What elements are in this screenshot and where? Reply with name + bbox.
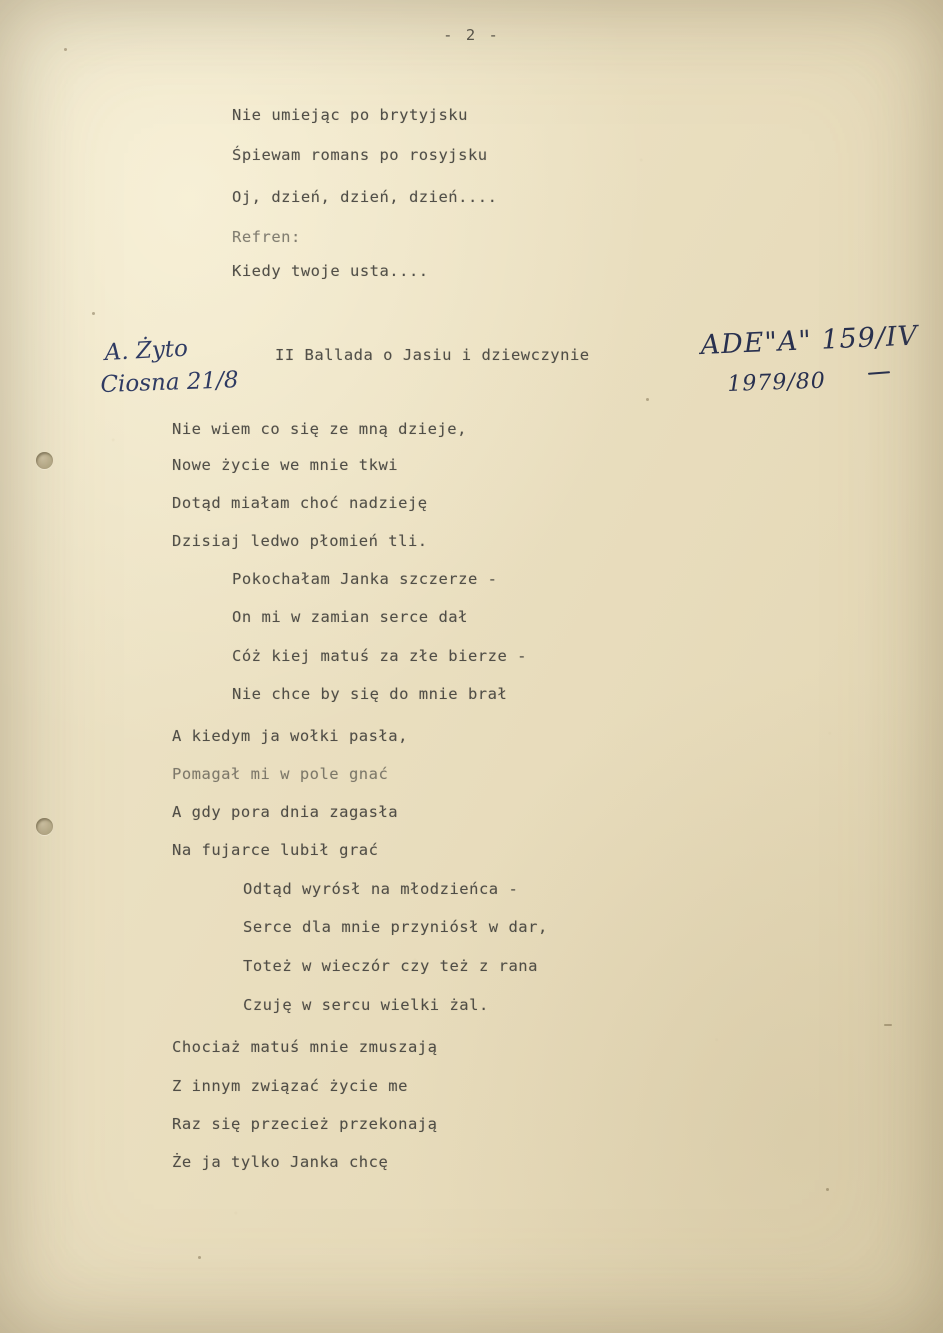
handwritten-archive-reference: ADE"A" 159/IV [700,320,919,361]
stanza-3-line-4: Na fujarce lubił grać [172,841,379,859]
stanza-5-line-3: Raz się przecież przekonają [172,1115,438,1133]
paper-speck [826,1188,829,1191]
section-heading: II Ballada o Jasiu i dziewczynie [275,346,590,364]
handwritten-signature-name: A. Żyto [104,335,189,366]
stanza-2-line-4: Nie chce by się do mnie brał [232,685,508,703]
stanza-3-line-1: A kiedym ja wołki pasła, [172,727,408,745]
paper-speck [198,1256,201,1259]
stanza-5-line-1: Chociaż matuś mnie zmuszają [172,1038,438,1056]
paper-speck [64,48,67,51]
handwritten-underline-mark [868,371,890,375]
stanza-1-line-3: Dotąd miałam choć nadzieję [172,494,428,512]
top-stanza-line-1: Nie umiejąc po brytyjsku [232,106,468,124]
stanza-2-line-2: On mi w zamian serce dał [232,608,468,626]
stanza-4-line-3: Toteż w wieczór czy też z rana [243,957,538,975]
stanza-5-line-4: Że ja tylko Janka chcę [172,1153,389,1171]
handwritten-archive-year: 1979/80 [727,368,827,397]
punch-hole-bottom [36,818,53,835]
stanza-4-line-1: Odtąd wyrósł na młodzieńca - [243,880,519,898]
stanza-2-line-3: Cóż kiej matuś za złe bierze - [232,647,527,665]
stanza-5-line-2: Z innym związać życie me [172,1077,408,1095]
stanza-2-line-1: Pokochałam Janka szczerze - [232,570,498,588]
stanza-3-line-3: A gdy pora dnia zagasła [172,803,399,821]
stanza-1-line-1: Nie wiem co się ze mną dzieje, [172,420,467,438]
stanza-4-line-4: Czuję w sercu wielki żal. [243,996,489,1014]
stanza-3-line-2: Pomagał mi w pole gnać [172,765,389,783]
page-number: - 2 - [443,26,500,44]
top-stanza-line-3: Oj, dzień, dzień, dzień.... [232,188,498,206]
paper-speck [884,1024,892,1026]
handwritten-signature-place: Ciosna 21/8 [100,367,239,398]
stanza-1-line-2: Nowe życie we mnie tkwi [172,456,399,474]
top-stanza-line-4: Refren: [232,228,301,246]
stanza-4-line-2: Serce dla mnie przyniósł w dar, [243,918,548,936]
top-stanza-line-2: Śpiewam romans po rosyjsku [232,146,488,164]
paper-speck [646,398,649,401]
punch-hole-top [36,452,53,469]
top-stanza-line-5: Kiedy twoje usta.... [232,262,429,280]
stanza-1-line-4: Dzisiaj ledwo płomień tli. [172,532,428,550]
paper-speck [92,312,95,315]
